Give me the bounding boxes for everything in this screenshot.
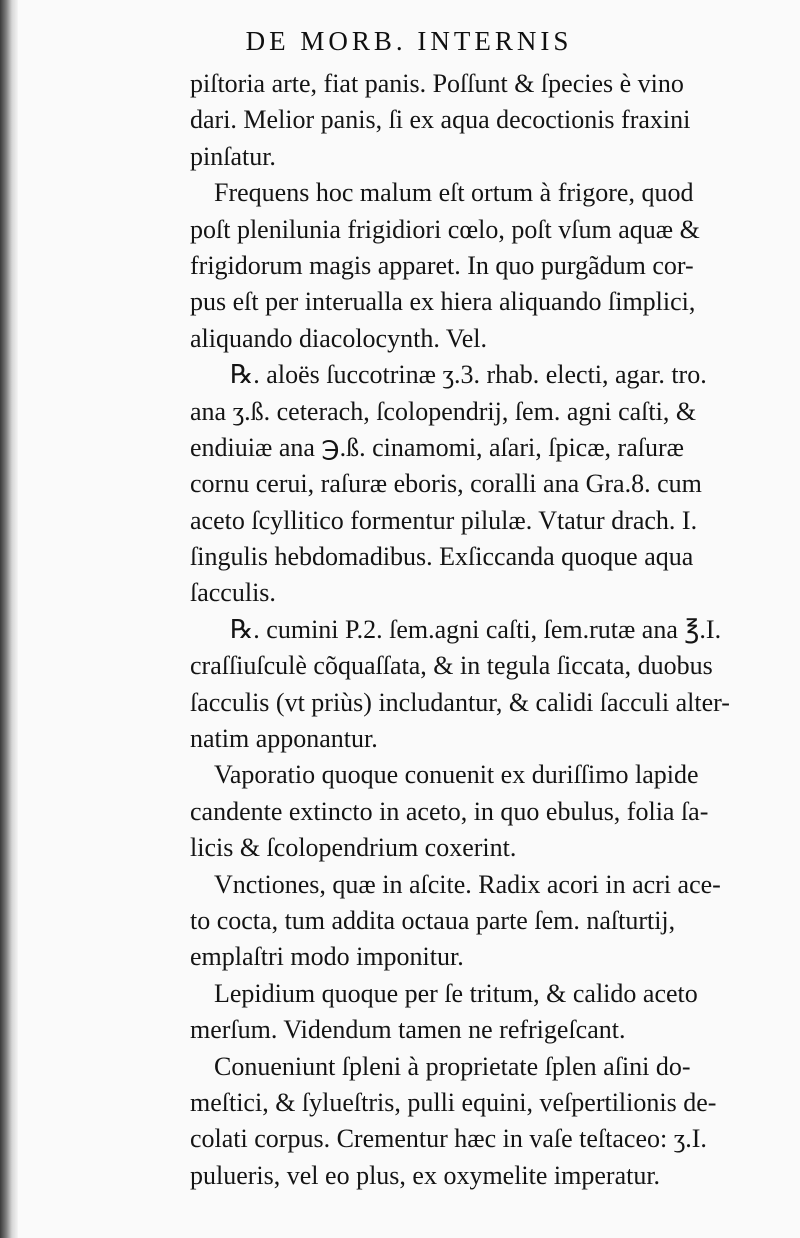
text-line: aliquando diacolocynth. Vel. [190,323,488,353]
text-line: pulueris, vel eo plus, ex oxymelite imperatur. [190,1160,661,1190]
book-binding-edge [0,0,18,1238]
paragraph [190,757,786,866]
text-line: dari. Melior panis, ſi ex aqua decoctionis fraxini [190,105,691,135]
text-line: ſingulis hebdomadibus. Exſiccanda quoque aqua [190,542,694,572]
text-line: cornu cerui, raſuræ eboris, coralli ana Gra.8. cum [190,469,702,499]
text-line: merſum. Videndum tamen ne refrigeſcant. [190,1015,626,1045]
text-line: Conueniunt ſpleni à proprietate ſplen aſini do- [214,1051,691,1081]
text-line: poſt plenilunia frigidiori cœlo, poſt vſum aquæ & [190,214,700,244]
text-line: frigidorum magis apparet. In quo purgãdum cor- [190,250,694,280]
text-line: Vaporatio quoque conuenit ex duriſſimo lapide [214,760,699,790]
paragraph [190,612,786,758]
paragraph [190,867,786,976]
text-line: ℞. aloës ſuccotrinæ ʒ.3. rhab. electi, agar. tro. [230,360,707,390]
text-line: Lepidium quoque per ſe tritum, & calido aceto [214,978,698,1008]
text-line: Vnctiones, quæ in aſcite. Radix acori in acri ace- [214,869,721,899]
paragraph [190,1049,786,1195]
text-line: natim apponantur. [190,724,378,754]
book-page [18,0,800,1238]
paragraph [190,357,786,612]
paragraph [190,976,786,1049]
text-line: ſacculis (vt priùs) includantur, & calidi ſacculi alter- [190,687,730,717]
text-line: pus eſt per interualla ex hiera aliquando ſimplici, [190,287,696,317]
text-line: licis & ſcolopendrium coxerint. [190,833,517,863]
text-line: colati corpus. Crementur hæc in vaſe teſtaceo: ʒ.I. [190,1124,707,1154]
text-line: to cocta, tum addita octaua parte ſem. naſturtij, [190,905,676,935]
text-line: Frequens hoc malum eſt ortum à frigore, quod [214,178,694,208]
text-line: pinſatur. [190,141,276,171]
text-line: ana ʒ.ß. ceterach, ſcolopendrij, ſem. agni caſti, & [190,396,697,426]
text-line: ℞. cumini P.2. ſem.agni caſti, ſem.rutæ ana ℥.I. [230,614,722,644]
text-line: candente extincto in aceto, in quo ebulus, folia ſa- [190,796,709,826]
text-line: piſtoria arte, fiat panis. Poſſunt & ſpecies è vino [190,69,684,98]
text-line: craſſiuſculè cõquaſſata, & in tegula ſiccata, duobus [190,651,713,681]
text-line: aceto ſcyllitico formentur pilulæ. Vtatur drach. I. [190,505,698,535]
text-line: ſacculis. [190,578,276,608]
running-header: DE MORB. INTERNIS [245,26,573,56]
text-line: endiuiæ ana ℈.ß. cinamomi, aſari, ſpicæ, raſuræ [190,432,684,462]
text-line: meſtici, & ſylueſtris, pulli equini, veſpertilionis de- [190,1087,717,1117]
paragraph [190,66,786,175]
text-line: emplaſtri modo imponitur. [190,942,464,972]
body-text [190,66,786,1194]
paragraph [190,175,786,357]
